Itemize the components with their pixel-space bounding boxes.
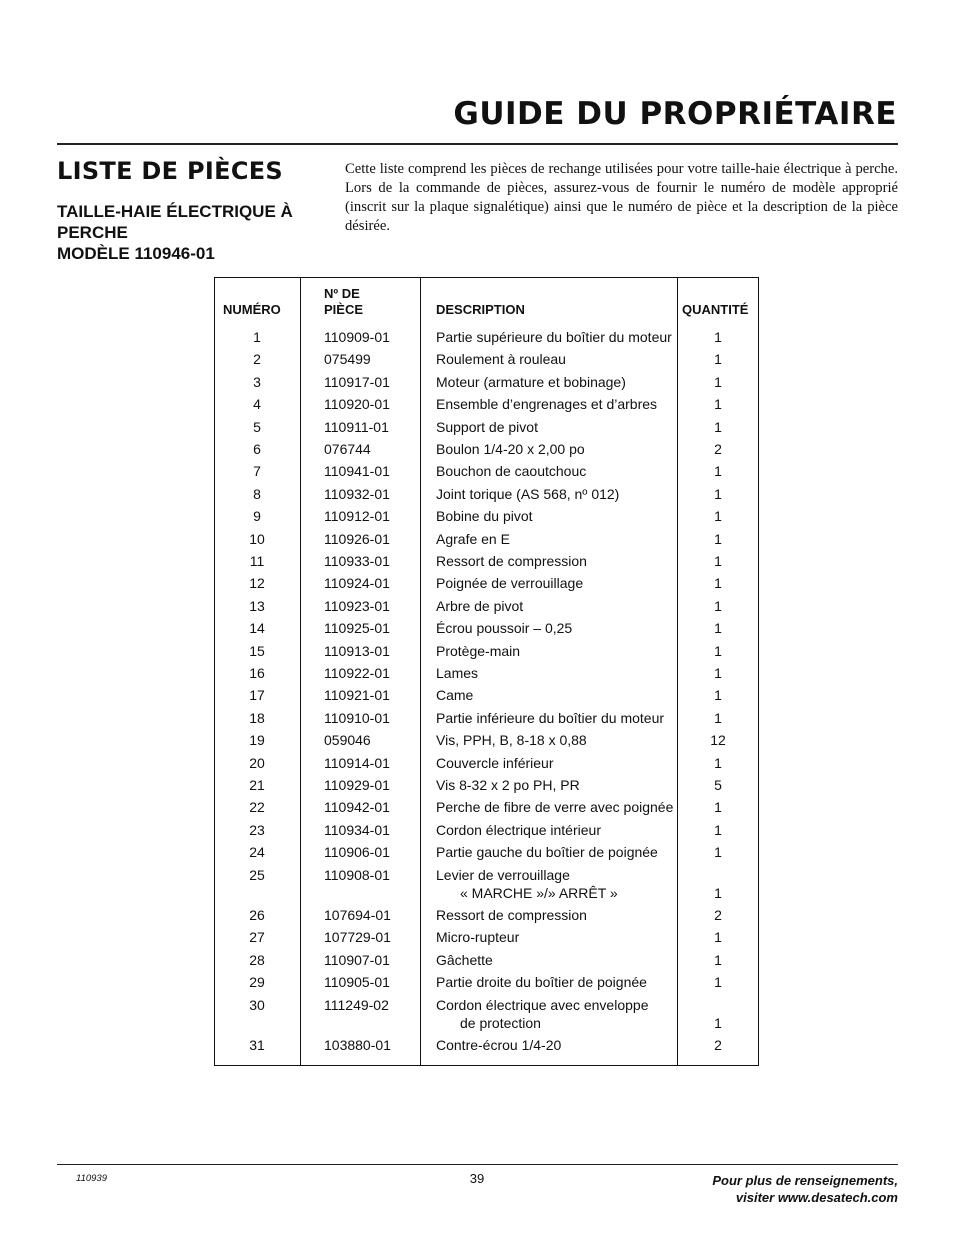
cell-part-number: 110941-01 [324,463,390,480]
cell-part-number: 110921-01 [324,687,390,704]
cell-description [436,709,664,727]
cell-part-number: 110905-01 [324,974,390,991]
cell-quantity: 1 [714,351,722,368]
cell-number: 30 [249,996,265,1013]
cell-description [436,906,587,924]
cell-number: 14 [249,620,265,637]
cell-part-number: 110932-01 [324,485,390,502]
cell-description [436,776,580,794]
subtitle-line-2: PERCHE [57,223,128,242]
cell-part-number: 110933-01 [324,553,390,569]
column-divider [300,278,301,1065]
subtitle-line-1: TAILLE-HAIE ÉLECTRIQUE À [57,202,293,221]
description-line-2: « MARCHE »/» ARRÊT » [460,884,618,901]
cell-part-number: 110922-01 [324,665,390,681]
cell-quantity: 5 [714,777,722,793]
description-line-1: Support de pivot [436,418,538,435]
cell-description [436,462,586,480]
column-divider [420,278,421,1065]
cell-quantity: 1 [714,485,722,502]
cell-part-number: 110920-01 [324,396,390,413]
description-line-1: Cordon électrique avec enveloppe [436,996,649,1013]
cell-description [436,552,587,570]
cell-description [436,328,672,346]
section-title: LISTE DE PIÈCES [57,157,284,185]
cell-quantity: 1 [714,396,722,413]
cell-description [436,373,626,391]
cell-quantity: 1 [714,373,722,390]
cell-part-number: 107694-01 [324,907,391,923]
cell-quantity: 1 [714,1014,722,1031]
cell-description [436,928,519,946]
cell-part-number: 110923-01 [324,597,390,614]
header-numero: NUMÉRO [223,302,281,317]
cell-description [436,973,647,991]
cell-description [436,530,510,548]
cell-number: 22 [249,799,265,816]
description-line-1: Moteur (armature et bobinage) [436,373,626,390]
cell-number: 20 [249,754,265,771]
cell-description [436,597,523,615]
description-line-1: Partie inférieure du boîtier du moteur [436,709,665,726]
description-line-1: Arbre de pivot [436,597,524,614]
description-line-1: Micro-rupteur [436,929,520,946]
page-title: GUIDE DU PROPRIÉTAIRE [453,96,897,132]
cell-part-number: 110908-01 [324,866,390,883]
cell-quantity: 1 [714,951,722,968]
cell-part-number: 111249-02 [324,996,389,1013]
cell-part-number: 075499 [324,351,371,368]
cell-quantity: 1 [714,620,722,637]
description-line-1: Boulon 1/4-20 x 2,00 po [436,441,585,457]
cell-part-number: 110906-01 [324,844,390,861]
cell-quantity: 1 [714,575,722,592]
description-line-2: de protection [460,1014,541,1031]
cell-quantity: 1 [714,709,722,726]
intro-paragraph: Cette liste comprend les pièces de rechange utilisées pour votre taille-haie électrique à perche. Lors de la commande de pièces, assurez-vous de fournir le numéro de modèle approprié (inscrit sur la plaque signalétique) ainsi que le numéro de pièce et la description de la pièce désirée. [345,161,898,234]
description-line-1: Bouchon de caoutchouc [436,463,587,480]
cell-number: 21 [249,777,265,793]
cell-description [436,866,618,902]
description-line-1: Roulement à rouleau [436,351,566,368]
cell-quantity: 1 [714,665,722,681]
cell-description [436,1036,561,1054]
description-line-1: Bobine du pivot [436,508,533,525]
header-part-line-2: PIÈCE [324,302,364,317]
page-number: 39 [469,1171,485,1186]
description-line-1: Lames [436,665,479,681]
description-line-1: Joint torique (AS 568, nº 012) [436,485,620,502]
footer-info-line-2: visiter www.desatech.com [735,1190,898,1205]
cell-number: 28 [249,951,265,968]
cell-number: 15 [249,642,265,659]
description-line-1: Ensemble d’engrenages et d’arbres [436,396,658,413]
cell-quantity: 1 [714,687,722,704]
cell-description [436,843,658,861]
cell-part-number: 110909-01 [324,329,390,345]
document-code: 110939 [76,1173,107,1184]
cell-number: 4 [253,396,261,413]
cell-number: 16 [249,665,265,681]
footer-info [712,1172,898,1206]
cell-part-number: 076744 [324,441,371,457]
cell-quantity: 1 [714,642,722,659]
cell-quantity: 1 [714,329,722,345]
cell-quantity: 1 [714,929,722,946]
cell-number: 5 [253,418,261,435]
cell-number: 10 [249,530,265,547]
description-line-1: Came [436,687,474,704]
cell-part-number: 107729-01 [324,929,391,946]
model-subtitle [57,201,337,264]
cell-quantity: 1 [714,844,722,861]
cell-description [436,731,587,749]
cell-number: 8 [253,485,261,502]
cell-description [436,507,533,525]
cell-part-number: 110929-01 [324,777,390,793]
description-line-1: Poignée de verrouillage [436,575,584,592]
description-line-1: Protège-main [436,642,521,659]
description-line-1: Ressort de compression [436,907,587,923]
footer-divider [57,1164,898,1165]
cell-description [436,754,554,772]
description-line-1: Cordon électrique intérieur [436,821,601,838]
description-line-1: Vis, PPH, B, 8-18 x 0,88 [436,732,587,749]
cell-quantity: 1 [714,821,722,838]
description-line-1: Ressort de compression [436,553,587,569]
cell-number: 2 [253,351,261,368]
cell-description [436,686,473,704]
cell-number: 27 [249,929,265,946]
cell-description [436,485,619,503]
description-line-1: Contre-écrou 1/4-20 [436,1037,562,1053]
cell-number: 9 [253,508,261,525]
description-line-1: Perche de fibre de verre avec poignée [436,799,674,816]
cell-quantity: 1 [714,508,722,525]
description-line-1: Levier de verrouillage [436,866,570,883]
cell-number: 31 [249,1037,265,1053]
cell-part-number: 059046 [324,732,371,749]
header-part-line-1: Nº DE [324,286,360,301]
cell-quantity: 1 [714,463,722,480]
cell-quantity: 1 [714,597,722,614]
cell-quantity: 1 [714,553,722,569]
cell-quantity: 12 [710,732,726,749]
description-line-1: Agrafe en E [436,530,510,547]
cell-number: 12 [249,575,265,592]
cell-quantity: 1 [714,799,722,816]
cell-description [436,642,520,660]
cell-number: 19 [249,732,265,749]
cell-number: 23 [249,821,265,838]
cell-part-number: 110913-01 [324,642,390,659]
cell-quantity: 1 [714,418,722,435]
cell-number: 18 [249,709,265,726]
cell-quantity: 1 [714,754,722,771]
parts-table [214,277,759,1066]
cell-part-number: 110924-01 [324,575,390,592]
cell-part-number: 103880-01 [324,1037,391,1053]
cell-part-number: 110942-01 [324,799,390,816]
description-line-1: Partie gauche du boîtier de poignée [436,844,658,861]
cell-quantity: 2 [714,907,722,923]
cell-quantity: 2 [714,441,722,457]
header-quantity: QUANTITÉ [682,302,749,317]
cell-description [436,821,601,839]
cell-description [436,440,585,458]
cell-description [436,798,673,816]
cell-description [436,951,493,969]
cell-part-number: 110914-01 [324,754,390,771]
cell-part-number: 110926-01 [324,530,390,547]
cell-number: 1 [253,329,261,345]
cell-part-number: 110934-01 [324,821,390,838]
cell-number: 13 [249,597,265,614]
cell-part-number: 110917-01 [324,373,390,390]
description-line-1: Écrou poussoir – 0,25 [436,620,573,637]
header-description: DESCRIPTION [436,302,525,317]
cell-description [436,619,572,637]
cell-part-number: 110910-01 [324,709,390,726]
cell-description [436,418,538,436]
cell-quantity: 1 [714,884,722,901]
header-divider [57,143,898,145]
cell-part-number: 110912-01 [324,508,390,525]
cell-description [436,574,583,592]
cell-description [436,664,478,682]
cell-part-number: 110911-01 [324,418,389,435]
description-line-1: Partie droite du boîtier de poignée [436,974,647,991]
cell-description [436,395,657,413]
cell-description [436,350,566,368]
cell-number: 3 [253,373,261,390]
description-line-1: Gâchette [436,951,493,968]
description-line-1: Partie supérieure du boîtier du moteur [436,329,672,345]
subtitle-line-3: MODÈLE 110946-01 [57,244,215,263]
cell-part-number: 110925-01 [324,620,390,637]
cell-description [436,996,648,1032]
cell-quantity: 1 [714,974,722,991]
cell-number: 17 [249,687,265,704]
cell-number: 6 [253,441,261,457]
description-line-1: Couvercle inférieur [436,754,554,771]
cell-quantity: 1 [714,530,722,547]
footer-info-line-1: Pour plus de renseignements, [712,1173,898,1188]
description-line-1: Vis 8-32 x 2 po PH, PR [436,777,580,793]
cell-number: 24 [249,844,265,861]
cell-number: 29 [249,974,265,991]
cell-number: 11 [249,553,265,569]
cell-quantity: 2 [714,1037,722,1053]
cell-number: 7 [253,463,261,480]
cell-number: 26 [249,907,265,923]
cell-number: 25 [249,866,265,883]
cell-part-number: 110907-01 [324,951,390,968]
